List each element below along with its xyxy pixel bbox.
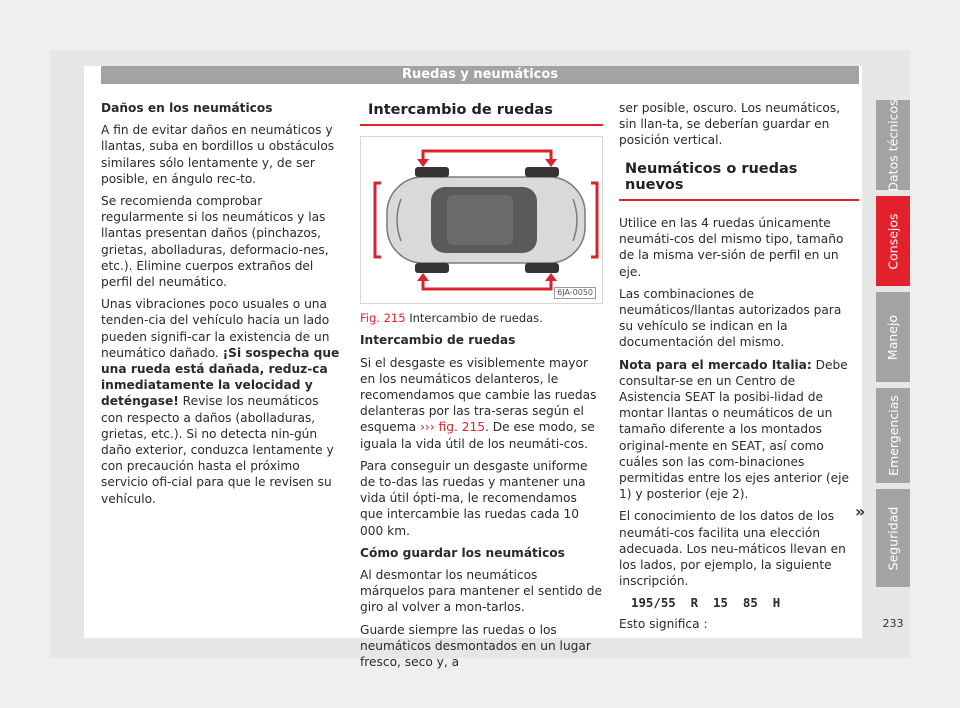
arrow-head-icon: [545, 273, 557, 281]
tab-label: Consejos: [885, 212, 901, 270]
wheel-rear-left: [525, 167, 559, 177]
arrow-bottom: [423, 281, 551, 289]
arrow-head-icon: [417, 159, 429, 167]
text: Si el desgaste es visiblemente mayor en los neumáticos delanteros, le recomendamos que cambie las ruedas delanteras por las tra-seras según el esquema: [360, 355, 597, 435]
tab-seguridad[interactable]: [876, 489, 910, 587]
section-title-rotation: Intercambio de ruedas: [360, 100, 603, 126]
tab-emergencias[interactable]: [876, 388, 910, 483]
caption-text: Intercambio de ruedas.: [409, 311, 543, 326]
column-2: [360, 100, 603, 676]
paragraph: [619, 357, 859, 503]
section-title-new-tires: Neumáticos o ruedas nuevos: [619, 161, 859, 201]
arrow-top: [423, 151, 551, 159]
figure-link[interactable]: ››› fig. 215: [420, 420, 485, 435]
text: Debe consultar-se en un Centro de Asistencia SEAT la posibi-lidad de montar llantas o neumáticos de un tamaño diferente a los montados original-mente en SEAT, así como cuáles son las com-binaciones permitidas entre los ejes anterior (eje 1) y posterior (eje 2).: [619, 357, 850, 502]
wheel-rear-right: [525, 263, 559, 273]
wheel-front-right: [415, 263, 449, 273]
paragraph: Al desmontar los neumáticos márquelos para mantener el sentido de giro al volver a mon-tarlos.: [360, 568, 602, 615]
figure-code: 6JA-0050: [554, 287, 596, 299]
page-header: Ruedas y neumáticos: [101, 66, 859, 84]
column-3: [619, 100, 859, 638]
tab-label: Datos técnicos: [885, 98, 901, 192]
page-number: 233: [882, 617, 904, 630]
figure-number: Fig. 215: [360, 311, 406, 326]
arrow-head-icon: [417, 273, 429, 281]
paragraph: [360, 355, 603, 452]
paragraph: El conocimiento de los datos de los neumáti-cos facilita una elección adecuada. Los neu-máticos llevan en los lados, por ejemplo, la siguiente inscripción.: [619, 509, 846, 589]
subheading: Cómo guardar los neumáticos: [360, 545, 565, 560]
note-label: Nota para el mercado Italia:: [619, 357, 812, 372]
tab-consejos[interactable]: [876, 196, 910, 286]
tire-code: 195/55 R 15 85 H: [631, 595, 781, 611]
car-roof-inner: [447, 195, 513, 245]
car-rotation-diagram: [361, 137, 602, 303]
tab-datos-tecnicos[interactable]: [876, 100, 910, 190]
paragraph: Para conseguir un desgaste uniforme de to-das las ruedas y mantener una vida útil ópti-ma, le recomendamos que intercambie las ruedas cada 10 000 km.: [360, 458, 588, 538]
paragraph: Utilice en las 4 ruedas únicamente neumáti-cos del mismo tipo, tamaño de la misma ver-sión de perfil en un eje.: [619, 216, 844, 279]
figure-caption: [360, 310, 603, 326]
tab-label: Manejo: [885, 314, 901, 360]
paragraph: Las combinaciones de neumáticos/llantas autorizados para su vehículo se indican en la documentación del mismo.: [619, 286, 842, 350]
text: . De ese modo, se iguala la vida útil de los neumáti-cos.: [360, 420, 595, 451]
tab-manejo[interactable]: [876, 292, 910, 382]
section-heading-damage: Daños en los neumáticos: [101, 101, 273, 115]
text: Revise los neumáticos con respecto a daños (abolladuras, grietas, etc.). Si no detecta nin-gún daño exterior, conduzca lentamente y con precaución hasta el próximo servicio ofi-cial para que le revisen su vehículo.: [101, 394, 334, 506]
arrow-left: [375, 183, 381, 257]
column-1: [101, 100, 344, 513]
paragraph: [101, 296, 344, 507]
text: Unas vibraciones poco usuales o una tenden-cia del vehículo hacia un lado pueden signifi-car la existencia de un neumático dañado.: [101, 297, 330, 360]
paragraph: ser posible, oscuro. Los neumáticos, sin llan-ta, se deberían guardar en posición vertical.: [619, 101, 841, 148]
paragraph: A fin de evitar daños en neumáticos y llantas, suba en bordillos u obstáculos similares sólo lentamente y, de ser posible, en ángulo rec-to.: [101, 123, 335, 186]
continue-marker: »: [855, 502, 866, 521]
paragraph: Esto significa :: [619, 616, 708, 631]
paragraph: Guarde siempre las ruedas o los neumáticos desmontados en un lugar fresco, seco y, a: [360, 622, 591, 670]
arrow-head-icon: [545, 159, 557, 167]
tab-label: Emergencias: [885, 395, 901, 476]
warning-text: ¡Si sospecha que una rueda está dañada, reduz-ca inmediatamente la velocidad y deténgase!: [101, 345, 340, 409]
figure-tire-rotation: [360, 136, 603, 304]
arrow-right: [591, 183, 597, 257]
paragraph: Se recomienda comprobar regularmente si los neumáticos y las llantas presentan daños (pinchazos, grietas, abolladuras, deformacio-nes, etc.). Elimine cuerpos extraños del perfil del neumático.: [101, 194, 329, 290]
wheel-front-left: [415, 167, 449, 177]
tab-label: Seguridad: [885, 506, 901, 570]
subheading: Intercambio de ruedas: [360, 333, 516, 348]
